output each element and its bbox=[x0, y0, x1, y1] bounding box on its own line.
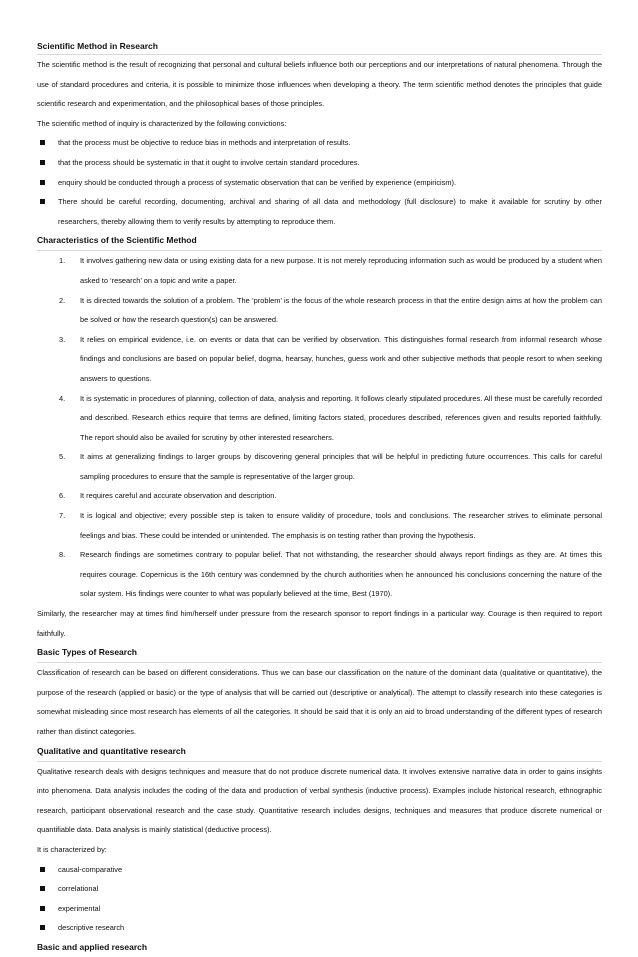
list-item bbox=[37, 173, 602, 193]
square-bullet-icon bbox=[40, 925, 45, 930]
list-item bbox=[37, 545, 602, 604]
list-item bbox=[37, 899, 602, 919]
list-item bbox=[37, 291, 602, 330]
list-item-text: There should be careful recording, documenting, archival and sharing of all data and methodology (full disclosure) to make it available for scrutiny by other researchers, thereby allowing them to verify results by attempting to reproduce them. bbox=[58, 197, 602, 226]
square-bullet-icon bbox=[40, 160, 45, 165]
list-item bbox=[37, 192, 602, 231]
list-item bbox=[37, 860, 602, 880]
list-item-text: It aims at generalizing findings to larger groups by discovering general principles that will be helpful in predicting future occurrences. This calls for careful sampling procedures to ensure that the sample is representative of the larger group. bbox=[80, 452, 602, 481]
list-item bbox=[37, 330, 602, 389]
list-item-text: It relies on empirical evidence, i.e. on events or data that can be verified by observation. This distinguishes formal research from informal research whose findings and conclusions are based on popular belief, dogma, hearsay, hunches, guess work and other subjective methods that people resort to when seeking answers to questions. bbox=[80, 334, 602, 383]
list-item-text: It is systematic in procedures of planning, collection of data, analysis and reporting. It follows clearly stipulated procedures. All these must be carefully recorded and described. Research ethics require that terms are defined, limiting factors stated, procedures described, references given and results reported faithfully. The report should also be availed for scrutiny by other interested researchers. bbox=[80, 393, 602, 442]
list-number: 5. bbox=[59, 452, 66, 462]
heading-basic-types: Basic Types of Research bbox=[37, 643, 602, 663]
paragraph-characterized-by: It is characterized by: bbox=[37, 844, 107, 854]
list-number: 2. bbox=[59, 295, 66, 305]
convictions-list bbox=[37, 133, 602, 231]
list-item-text: It is logical and objective; every possible step is taken to ensure validity of procedure, tools and conclusions. The researcher strives to eliminate personal feelings and bias. These could be intended or unintended. The emphasis is on testing rather than proving the hypothesis. bbox=[80, 511, 602, 540]
list-number: 8. bbox=[59, 550, 66, 560]
document-page bbox=[37, 38, 602, 957]
list-item bbox=[37, 133, 602, 153]
research-types-list bbox=[37, 860, 602, 938]
list-number: 4. bbox=[59, 393, 66, 403]
list-item-text: It involves gathering new data or using existing data for a new purpose. It is not merely reproducing information such as would be produced by a student when asked to ‘research’ on a topic and write a paper. bbox=[80, 256, 602, 285]
heading-basic-applied: Basic and applied research bbox=[37, 941, 148, 952]
list-item bbox=[37, 447, 602, 486]
square-bullet-icon bbox=[40, 180, 45, 185]
list-item bbox=[37, 251, 602, 290]
paragraph-classification: Classification of research can be based on different considerations. Thus we can base our classification on the nature of the dominant data (qualitative or quantitative), the purpose of the research (applied or basic) or the type of analysis that will be carried out (descriptive or analytical). The attempt to classify research into these categories is somewhat misleading since most research has elements of all the categories. It should be said that it is only an aid to broad understanding of the different types of research rather than distinct categories. bbox=[37, 668, 602, 736]
list-item-text: Research findings are sometimes contrary to popular belief. That not withstanding, the researcher should always report findings as they are. At times this requires courage. Copernicus is the 16th century was condemned by the church authorities when he announced his conclusions concerning the nature of the solar system. His findings were counter to what was popularly believed at the time, Best (1970). bbox=[80, 550, 602, 599]
list-item-text: enquiry should be conducted through a process of systematic observation that can be verified by experience (empiricism). bbox=[58, 177, 457, 187]
square-bullet-icon bbox=[40, 906, 45, 911]
list-item-text: that the process must be objective to reduce bias in methods and interpretation of results. bbox=[58, 138, 351, 148]
list-item-text: It requires careful and accurate observation and description. bbox=[80, 491, 277, 501]
paragraph-scientific-method: The scientific method is the result of recognizing that personal and cultural beliefs influence both our perceptions and our interpretations of natural phenomena. Through the use of standard procedures and criteria, it is possible to minimize those influences when developing a theory. The term scientific method denotes the principles that guide scientific research and experimentation, and the philosophical bases of those principles. bbox=[37, 60, 602, 109]
square-bullet-icon bbox=[40, 886, 45, 891]
characteristics-list bbox=[37, 251, 602, 604]
heading-scientific-method: Scientific Method in Research bbox=[37, 38, 602, 55]
list-item-text: that the process should be systematic in that it ought to involve certain standard procedures. bbox=[58, 157, 360, 167]
list-item bbox=[37, 879, 602, 899]
list-item bbox=[37, 389, 602, 448]
square-bullet-icon bbox=[40, 199, 45, 204]
heading-qualitative-quantitative: Qualitative and quantitative research bbox=[37, 742, 602, 762]
square-bullet-icon bbox=[40, 140, 45, 145]
paragraph-courage: Similarly, the researcher may at times find him/herself under pressure from the research sponsor to report findings in a particular way. Courage is then required to report faithfully. bbox=[37, 609, 602, 638]
list-item-text: experimental bbox=[58, 903, 101, 913]
list-item bbox=[37, 486, 602, 506]
list-item bbox=[37, 506, 602, 545]
list-number: 6. bbox=[59, 491, 66, 501]
list-item-text: descriptive research bbox=[58, 923, 125, 933]
list-item bbox=[37, 918, 602, 938]
list-item-text: It is directed towards the solution of a problem. The ‘problem’ is the focus of the whole research process in that the entire design aims at how the problem can be solved or how the research question(s) can be answered. bbox=[80, 295, 602, 325]
paragraph-qualitative: Qualitative research deals with designs techniques and measure that do not produce discrete numerical data. It involves extensive narrative data in order to gains insights into phenomena. Data analysis includes the coding of the data and production of verbal synthesis (inductive process). Examples include historical research, ethnographic research, participant observational research and the case study. Quantitative research includes designs, techniques and measures that produce discrete numerical or quantifiable data. Data analysis is mainly statistical (deductive process). bbox=[37, 766, 602, 835]
list-item bbox=[37, 153, 602, 173]
list-number: 1. bbox=[59, 256, 66, 266]
list-number: 3. bbox=[59, 334, 66, 344]
list-item-text: correlational bbox=[58, 884, 99, 894]
list-number: 7. bbox=[59, 511, 66, 521]
square-bullet-icon bbox=[40, 867, 45, 872]
list-item-text: causal-comparative bbox=[58, 864, 123, 874]
heading-characteristics: Characteristics of the Scientific Method bbox=[37, 231, 602, 251]
paragraph-convictions-intro: The scientific method of inquiry is characterized by the following convictions: bbox=[37, 118, 287, 128]
